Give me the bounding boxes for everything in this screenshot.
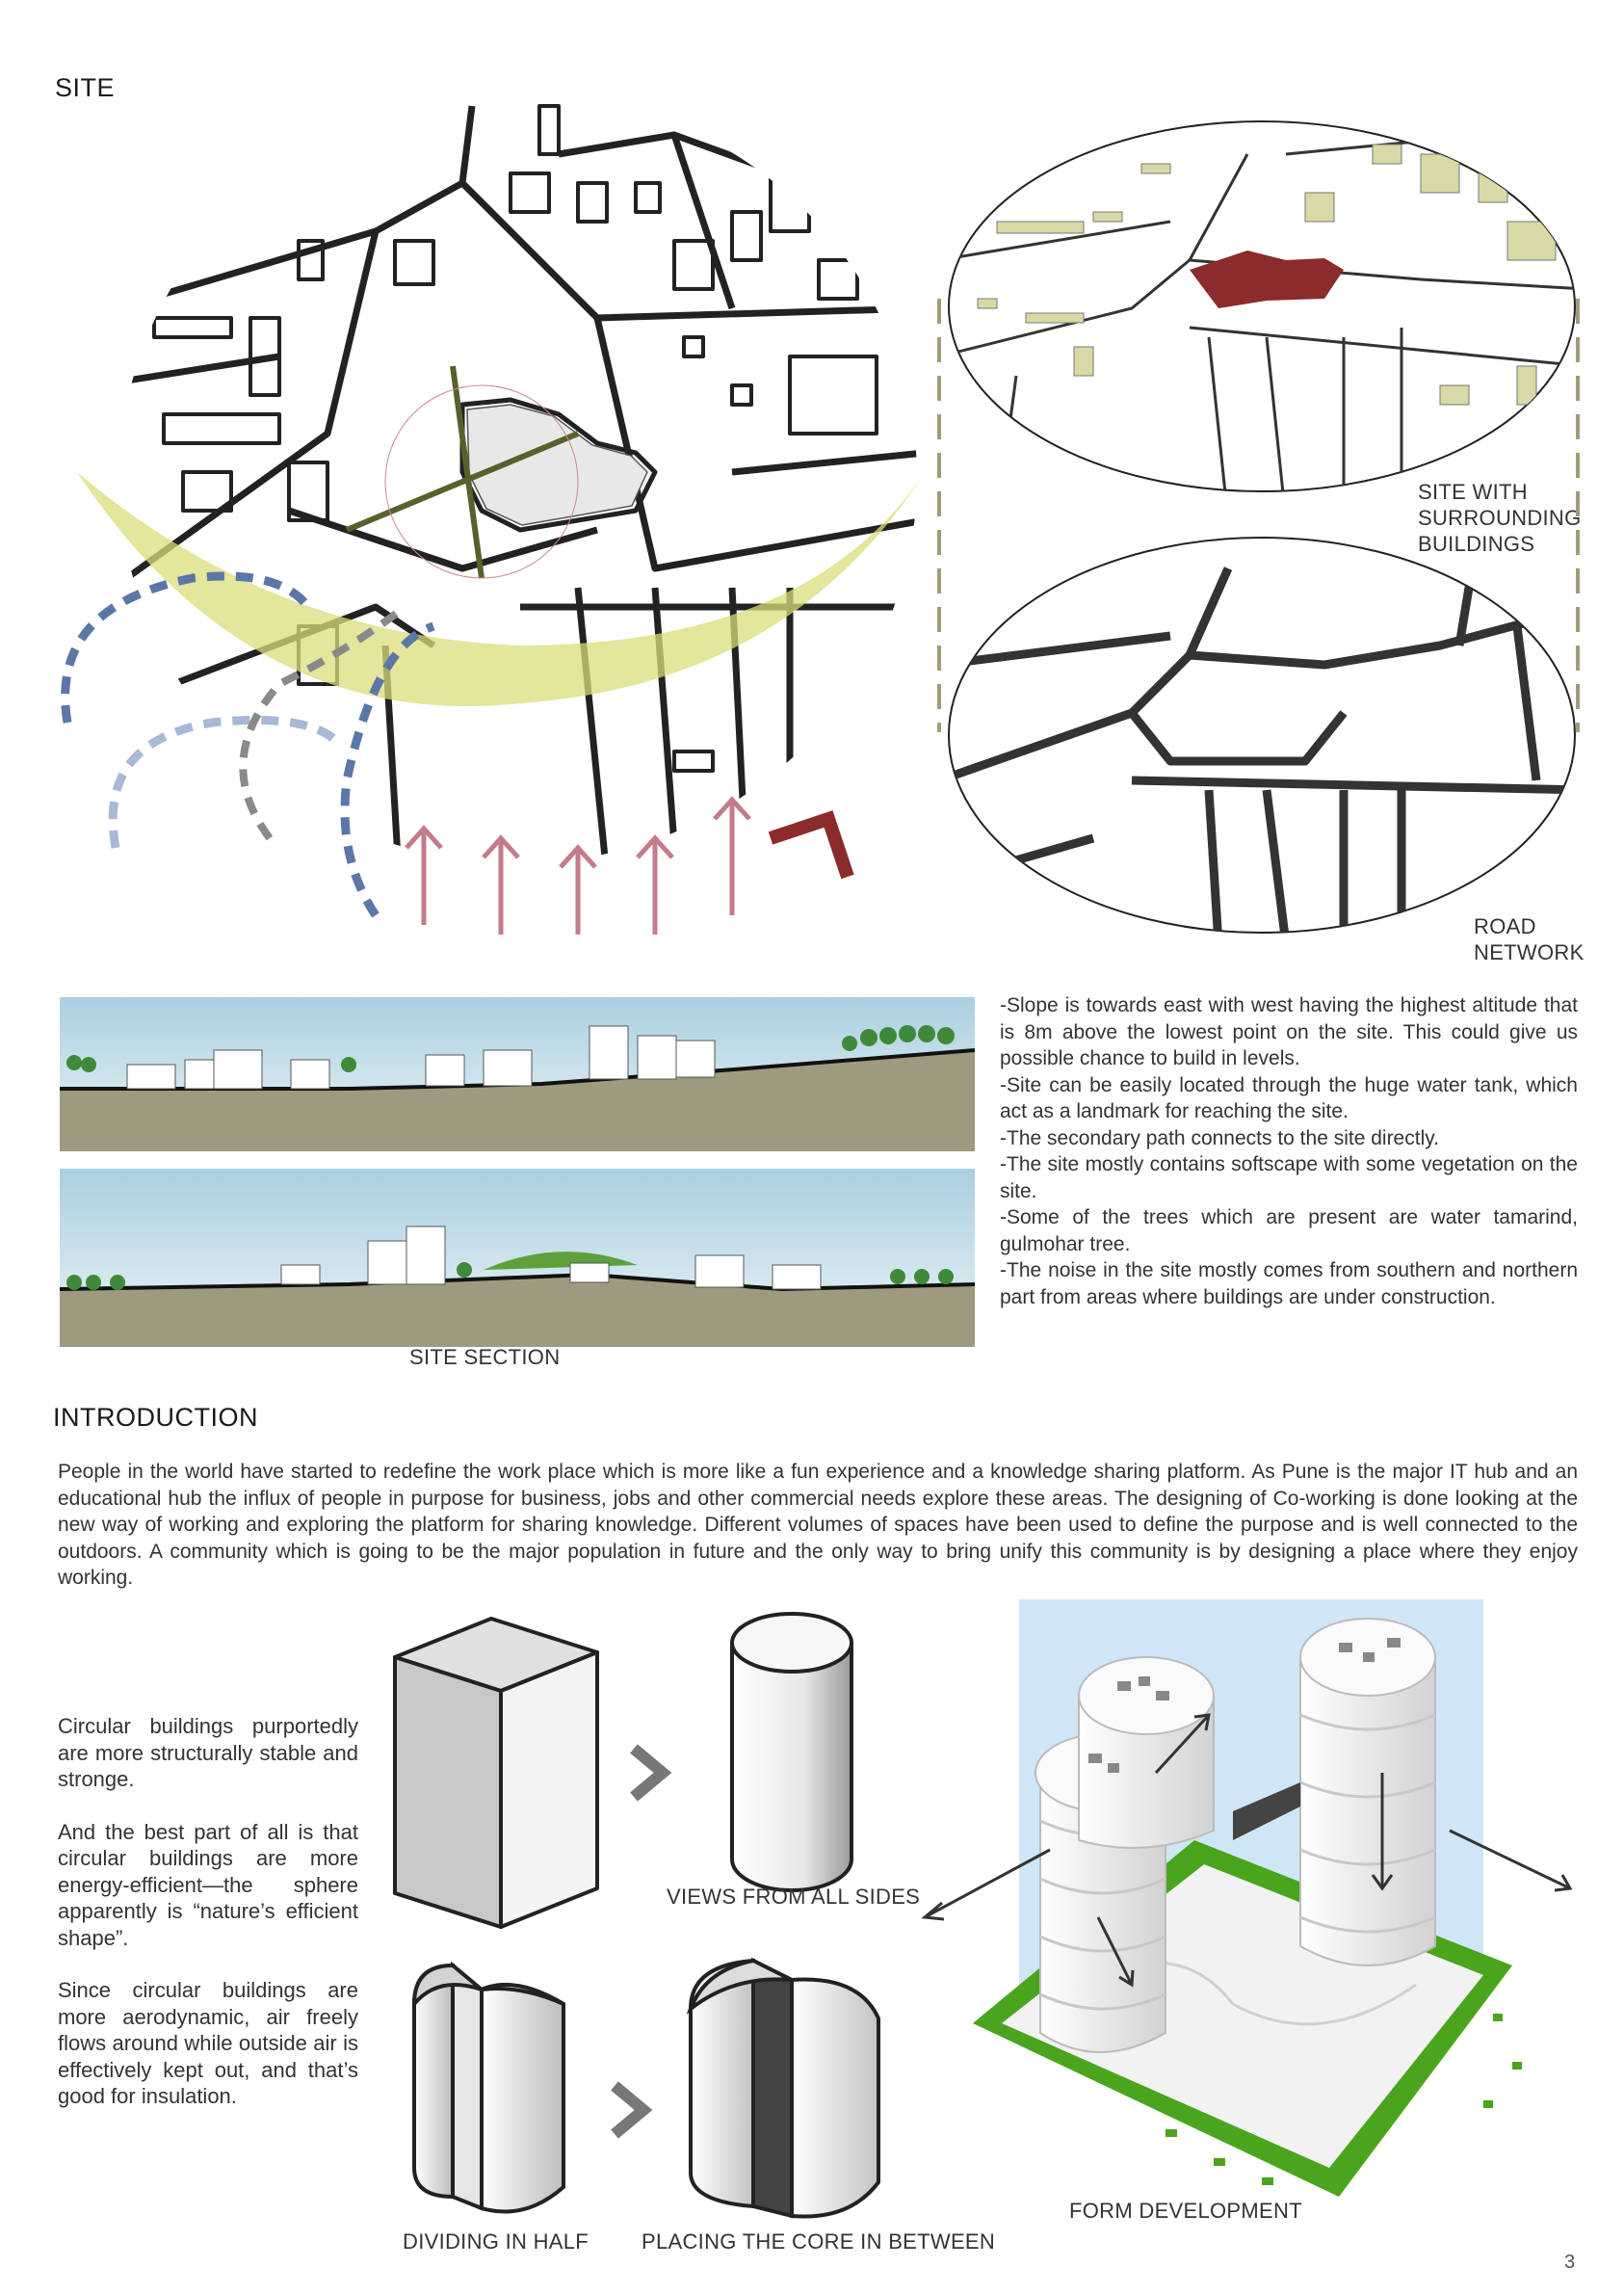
site-note: -Site can be easily located through the huge water tank, which act as a landmark for reaching the site. [1000,1073,1578,1122]
introduction-paragraph: People in the world have started to redefine the work place which is more like a fun experience and a knowledge sharing platform. As Pune is the major IT hub and an educational hub the influx of people in purpose for business, jobs and other commercial needs explore these areas. The designing of Co-working is done looking at the new way of working and exploring the platform for sharing knowledge. Different volumes of spaces have been used to define the purpose and is well connected to the outdoors. A community which is going to be the major population in future and the only way to bring unify this community is by designing a place where they enjoy working. [58,1461,1578,1589]
side-note: And the best part of all is that circular buildings are more energy-efficient—the sphere apparently is “nature’s efficient shape”. [58,1819,358,1950]
side-note: Since circular buildings are more aerodynamic, air freely flows around while outside air is effectively kept out, and that’s good for insulation. [58,1978,358,2108]
site-note: -The site mostly contains softscape with some vegetation on the site. [1000,1153,1578,1202]
site-section-bottom [60,1169,975,1347]
site-section-top [60,997,975,1151]
core-label: PLACING THE CORE IN BETWEEN [642,2229,996,2254]
chevron-right-icon [626,1744,674,1802]
site-plan-map [58,67,944,973]
chevron-right-icon [607,2081,655,2139]
map-connector-lines [934,289,1589,742]
site-note: -Slope is towards east with west having the highest altitude that is 8m above the lowest point on the site. This could give us possible chance to build in levels. [1000,994,1578,1069]
site-note: -The secondary path connects to the site directly. [1000,1126,1440,1149]
road-network-label: ROAD NETWORK [1474,914,1585,964]
site-notes [1000,992,1578,1310]
site-section-label: SITE SECTION [409,1345,561,1369]
cylinder-volume-diagram [727,1609,857,1898]
box-volume-diagram [390,1614,612,1932]
side-note: Circular buildings purportedly are more structurally stable and stronge. [58,1714,358,1791]
form-side-notes [58,1713,358,2136]
dividing-label: DIVIDING IN HALF [403,2229,589,2254]
form-development-render [915,1599,1580,2216]
form-development-label: FORM DEVELOPMENT [1069,2199,1302,2223]
site-heading: SITE [55,73,116,102]
divided-cylinder-diagram [409,1937,573,2226]
introduction-heading: INTRODUCTION [53,1403,258,1432]
surrounding-label: SITE WITH SURROUNDING BUILDINGS [1418,480,1582,556]
views-label: VIEWS FROM ALL SIDES [667,1885,921,1909]
site-note: -Some of the trees which are present are water tamarind, gulmohar tree. [1000,1206,1578,1255]
core-cylinder-diagram [686,1941,888,2230]
page-number: 3 [1564,2252,1576,2273]
site-note: -The noise in the site mostly comes from southern and northern part from areas where buildings are under construction. [1000,1259,1578,1308]
